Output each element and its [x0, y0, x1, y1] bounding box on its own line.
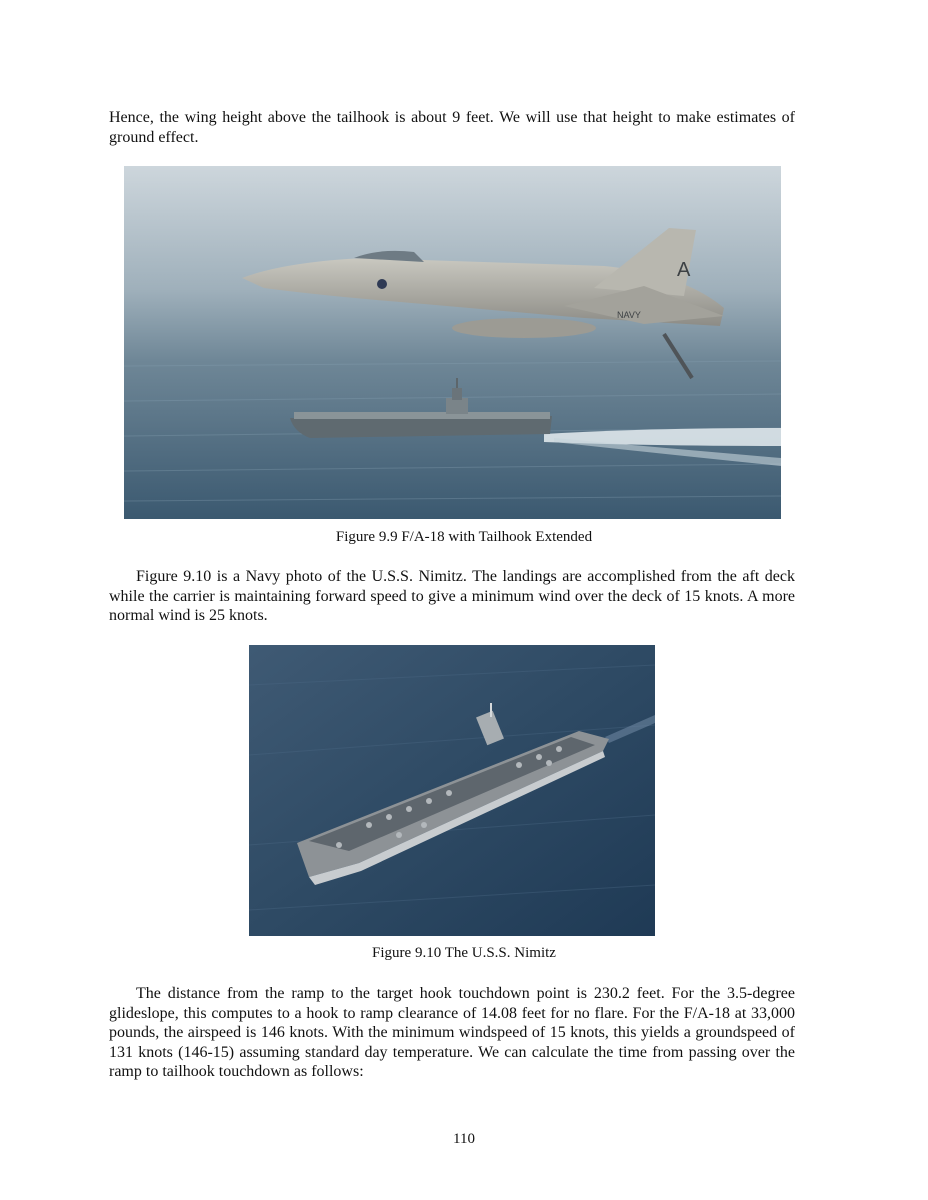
paragraph-ground-effect: Hence, the wing height above the tailhook is about 9 feet. We will use that height to make estimates of ground effect. [109, 109, 795, 146]
figure-9-10-caption: Figure 9.10 The U.S.S. Nimitz [372, 945, 556, 961]
figure-9-9-caption: Figure 9.9 F/A-18 with Tailhook Extended [335, 529, 593, 545]
fuselage-marking: NAVY [617, 310, 641, 320]
paragraph-nimitz: Figure 9.10 is a Navy photo of the U.S.S. Nimitz. The landings are accomplished from the aft deck while the carrier is maintaining forward speed to give a minimum wind over the deck of 15 knots. A more normal wind is 25 knots. [109, 568, 795, 625]
fa18-photo-image [124, 166, 781, 519]
figure-fa18-photo [124, 166, 781, 519]
nimitz-photo-image [249, 645, 655, 936]
paragraph-ramp-distance: The distance from the ramp to the target hook touchdown point is 230.2 feet. For the 3.5-degree glideslope, this computes to a hook to ramp clearance of 14.08 feet for no flare. For the F/A-18 at 33,000 pounds, the airspeed is 146 knots. With the minimum windspeed of 15 knots, this yields a groundspeed of 131 knots (146-15) assuming standard day temperature. We can calculate the time from passing over the ramp to tailhook touchdown as follows: [109, 985, 795, 1081]
page-number: 110 [453, 1131, 475, 1147]
tail-letter: A [677, 259, 691, 281]
figure-nimitz-photo [249, 645, 655, 936]
